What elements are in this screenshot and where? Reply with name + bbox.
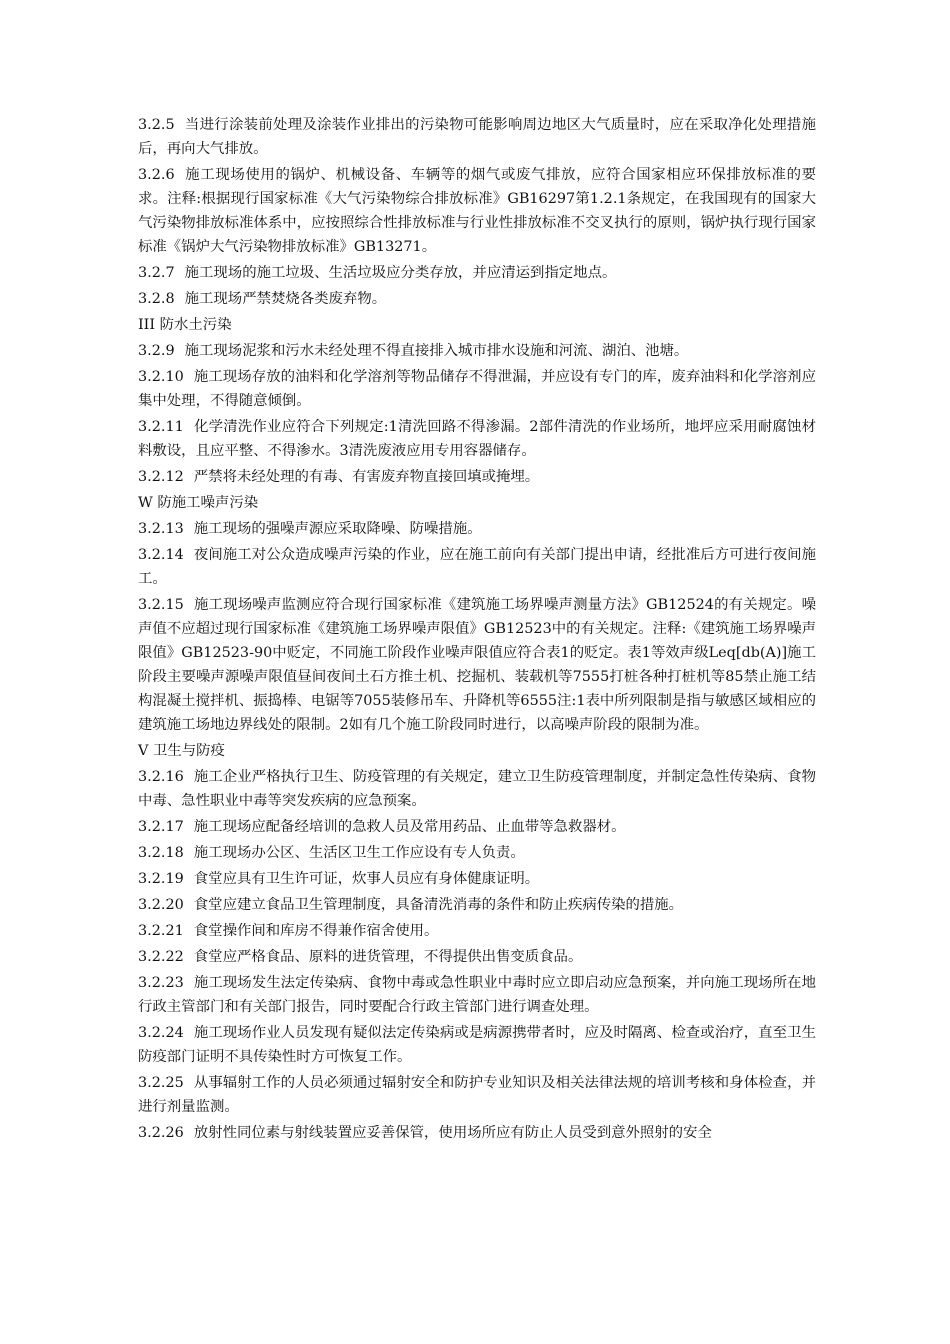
clause-number: 3.2.26	[138, 1125, 184, 1141]
clause-number: 3.2.24	[138, 1025, 184, 1041]
clause-number: 3.2.20	[138, 897, 184, 913]
clause-text: 施工现场噪声监测应符合现行国家标准《建筑施工场界噪声测量方法》GB12524的有关规定。噪声值不应超过现行国家标准《建筑施工场界噪声限值》GB12523中的有关规定。注释:《建筑施工场界噪声限值》GB12523-90中贬定，不同施工阶段作业噪声限值应符合表1的贬定。表1等效声级Leq[db(A)]施工阶段主要噪声源噪声限值昼间夜间土石方推土机、挖掘机、装载机等7555打桩各种打桩机等85禁止施工结构混凝土搅拌机、振捣棒、电锯等7055装修吊车、升降机等6555注:1表中所列限制是指与敏感区域相应的建筑施工场地边界线处的限制。2如有几个施工阶段同时进行，以高噪声阶段的限制为准。	[138, 597, 816, 733]
clause-number: 3.2.25	[138, 1075, 184, 1091]
clause-3-2-9	[138, 339, 816, 363]
clause-text: 施工现场应配备经培训的急救人员及常用药品、止血带等急救器材。	[193, 819, 626, 835]
clause-3-2-10	[138, 365, 816, 413]
clause-3-2-7	[138, 261, 816, 285]
clause-text: 放射性同位素与射线装置应妥善保管，使用场所应有防止人员受到意外照射的安全	[193, 1125, 712, 1141]
section-heading-water-soil: III 防水土污染	[138, 317, 232, 333]
clause-text: 施工企业严格执行卫生、防疫管理的有关规定，建立卫生防疫管理制度，并制定急性传染病、食物中毒、急性职业中毒等突发疾病的应急预案。	[138, 769, 816, 809]
clause-number: 3.2.13	[138, 521, 184, 537]
clause-number: 3.2.6	[138, 167, 175, 183]
clause-3-2-19	[138, 867, 816, 891]
clause-text: 施工现场使用的锅炉、机械设备、车辆等的烟气或废气排放，应符合国家相应环保排放标准的要求。注释:根据现行国家标准《大气污染物综合排放标准》GB16297第1.2.1条规定，在我国现有的国家大气污染物排放标准体系中，应按照综合性排放标准与行业性排放标准不交叉执行的原则，锅炉执行现行国家标准《锅炉大气污染物排放标准》GB13271。	[138, 167, 816, 255]
clause-text: 从事辐射工作的人员必须通过辐射安全和防护专业知识及相关法律法规的培训考核和身体检查，并进行剂量监测。	[138, 1075, 816, 1115]
clause-text: 施工现场的强噪声源应采取降噪、防噪措施。	[193, 521, 482, 537]
clause-text: 食堂操作间和库房不得兼作宿舍使用。	[193, 923, 439, 939]
clause-text: 食堂应建立食品卫生管理制度，具备清洗消毒的条件和防止疾病传染的措施。	[193, 897, 684, 913]
clause-text: 施工现场的施工垃圾、生活垃圾应分类存放，并应清运到指定地点。	[184, 265, 617, 281]
clause-number: 3.2.14	[138, 547, 184, 563]
clause-number: 3.2.11	[138, 419, 184, 435]
clause-text: 食堂应严格食品、原料的进货管理，不得提供出售变质食品。	[193, 949, 583, 965]
clause-3-2-21	[138, 919, 816, 943]
section-heading-noise: W 防施工噪声污染	[138, 495, 259, 511]
clause-number: 3.2.5	[138, 117, 175, 133]
clause-text: 施工现场作业人员发现有疑似法定传染病或是病源携带者时，应及时隔离、检查或治疗，直至卫生防疫部门证明不具传染性时方可恢复工作。	[138, 1025, 816, 1065]
clause-number: 3.2.23	[138, 975, 184, 991]
clause-3-2-16	[138, 765, 816, 813]
clause-text: 当进行涂装前处理及涂装作业排出的污染物可能影响周边地区大气质量时，应在采取净化处理措施后，再向大气排放。	[138, 117, 816, 157]
clause-3-2-6	[138, 163, 816, 259]
clause-number: 3.2.16	[138, 769, 184, 785]
document-page	[138, 113, 816, 1147]
clause-number: 3.2.10	[138, 369, 184, 385]
clause-text: 施工现场存放的油料和化学溶剂等物品储存不得泄漏，并应设有专门的库，废弃油料和化学溶剂应集中处理，不得随意倾倒。	[138, 369, 816, 409]
clause-number: 3.2.15	[138, 597, 184, 613]
clause-text: 施工现场发生法定传染病、食物中毒或急性职业中毒时应立即启动应急预案，并向施工现场所在地行政主管部门和有关部门报告，同时要配合行政主管部门进行调查处理。	[138, 975, 816, 1015]
clause-3-2-15	[138, 593, 816, 737]
clause-text: 夜间施工对公众造成噪声污染的作业，应在施工前向有关部门提出申请，经批准后方可进行夜间施工。	[138, 547, 816, 587]
clause-3-2-12	[138, 465, 816, 489]
clause-3-2-18	[138, 841, 816, 865]
clause-text: 施工现场严禁焚烧各类废弃物。	[184, 291, 387, 307]
clause-3-2-5	[138, 113, 816, 161]
clause-text: 施工现场泥浆和污水未经处理不得直接排入城市排水设施和河流、湖泊、池塘。	[184, 343, 689, 359]
clause-3-2-24	[138, 1021, 816, 1069]
clause-3-2-8	[138, 287, 816, 311]
clause-text: 严禁将未经处理的有毒、有害废弃物直接回填或掩埋。	[193, 469, 540, 485]
clause-3-2-20	[138, 893, 816, 917]
clause-number: 3.2.9	[138, 343, 175, 359]
clause-3-2-22	[138, 945, 816, 969]
clause-number: 3.2.19	[138, 871, 184, 887]
clause-text: 化学清洗作业应符合下列规定:1清洗回路不得渗漏。2部件清洗的作业场所，地坪应采用耐腐蚀材料敷设，且应平整、不得渗水。3清洗废液应用专用容器储存。	[138, 419, 816, 459]
clause-3-2-13	[138, 517, 816, 541]
section-heading-health: V 卫生与防疫	[138, 743, 225, 759]
clause-3-2-11	[138, 415, 816, 463]
clause-number: 3.2.12	[138, 469, 184, 485]
clause-3-2-26	[138, 1121, 816, 1145]
clause-number: 3.2.22	[138, 949, 184, 965]
clause-text: 施工现场办公区、生活区卫生工作应设有专人负责。	[193, 845, 525, 861]
clause-number: 3.2.7	[138, 265, 175, 281]
clause-text: 食堂应具有卫生许可证，炊事人员应有身体健康证明。	[193, 871, 540, 887]
clause-number: 3.2.21	[138, 923, 184, 939]
clause-3-2-25	[138, 1071, 816, 1119]
clause-3-2-14	[138, 543, 816, 591]
clause-3-2-17	[138, 815, 816, 839]
clause-number: 3.2.8	[138, 291, 175, 307]
clause-3-2-23	[138, 971, 816, 1019]
clause-number: 3.2.17	[138, 819, 184, 835]
clause-number: 3.2.18	[138, 845, 184, 861]
